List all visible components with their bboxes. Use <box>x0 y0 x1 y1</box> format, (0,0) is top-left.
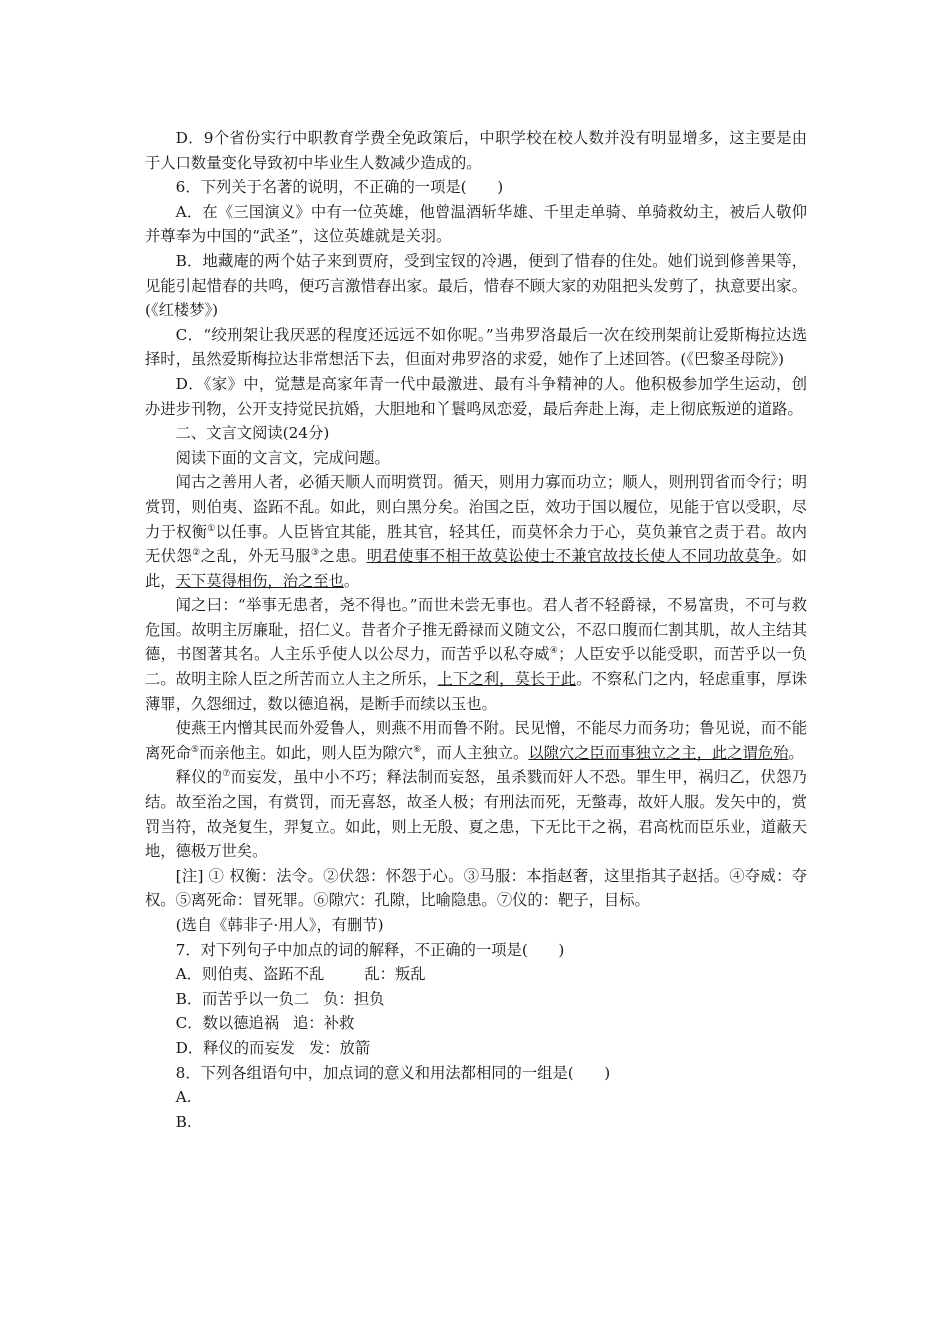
option-definition: 追：补救 <box>293 1014 355 1033</box>
passage-text: 释仪的 <box>175 768 223 787</box>
passage-paragraph-4 <box>145 765 807 863</box>
q6-option-b: B．地藏庵的两个姑子来到贾府，受到宝钗的冷遇，便到了惜春的住处。她们说到修善果等，见能引起惜春的共鸣，便巧言激惜春出家。最后，惜春不顾大家的劝阻把头发剪了，执意要出家。(《红楼梦》) <box>145 251 807 320</box>
passage-source: (选自《韩非子·用人》，有删节) <box>175 916 384 934</box>
option-definition: 负：担负 <box>323 989 385 1008</box>
passage-paragraph-2 <box>145 593 807 716</box>
passage-text: 。 <box>788 743 804 762</box>
passage-text: 以任事。人臣皆宜其能，胜其官，轻其任，而莫怀余力于心，莫负兼官之责于君。故内无伏怨 <box>145 522 807 566</box>
section-heading: 二、文言文阅读(24分) <box>175 424 330 443</box>
q7-option-b <box>145 987 807 1012</box>
q7-option-a <box>145 962 807 987</box>
section-instruction: 阅读下面的文言文，完成问题。 <box>175 448 390 467</box>
q8-option-b: B. <box>175 1112 192 1131</box>
passage-text: 闻古之善用人者，必循天顺人而明赏罚。循天，则用力寡而功立；顺人，则刑罚省而令行；明赏罚，则伯夷、盗跖不乱。如此，则白黑分矣。治国之臣，效功于国以履位，见能于官以受职，尽力于权衡 <box>145 473 807 541</box>
annotation-notes: [注] ① 权衡：法令。②伏怨：怀怨于心。③马服：本指赵奢，这里指其子赵括。④夺威：夺权。⑤离死命：冒死罪。⑥隙穴：孔隙，比喻隐患。⑦仪的：靶子，目标。 <box>145 866 807 910</box>
option-sentence: B．而苦乎以一负二 <box>175 989 310 1008</box>
underlined-sentence: 以隙穴之臣而事独立之主，此之谓危殆 <box>528 743 789 762</box>
option-definition: 乱：叛乱 <box>364 965 426 984</box>
passage-text: ，而人主独立。 <box>421 743 529 762</box>
q6-option-c: C．“绞刑架让我厌恶的程度还远远不如你呢。”当弗罗洛最后一次在绞刑架前让爱斯梅拉达选择时，虽然爱斯梅拉达非常想活下去，但面对弗罗洛的求爱，她作了上述回答。(《巴黎圣母院》) <box>145 325 807 369</box>
q6-option-d: D．《家》中，觉慧是高家年青一代中最激进、最有斗争精神的人。他积极参加学生运动，创办进步刊物，公开支持觉民抗婚，大胆地和丫鬟鸣凤恋爱，最后奔赴上海，走上彻底叛逆的道路。 <box>145 374 807 418</box>
passage-text: 。如此， <box>145 547 807 590</box>
underlined-sentence: 明君使事不相干故莫讼使士不兼官故技长使人不同功故莫争 <box>366 547 776 566</box>
option-sentence: D．释仪的而妄发 <box>175 1038 295 1057</box>
footnote-marker: ⑤ <box>190 744 199 755</box>
passage-text: 之乱，外无马服 <box>200 547 311 566</box>
option-sentence: C．数以德追祸 <box>175 1014 280 1033</box>
footnote-marker: ④ <box>549 646 559 657</box>
q5-option-d: D．9个省份实行中职教育学费全免政策后，中职学校在校人数并没有明显增多，这主要是由于人口数量变化导致初中毕业生人数减少造成的。 <box>145 129 807 172</box>
footnote-marker: ① <box>207 523 216 534</box>
q7-option-d <box>145 1036 807 1061</box>
document-page <box>145 126 807 1134</box>
underlined-sentence: 上下之利，莫长于此 <box>437 670 577 689</box>
option-definition: 发：放箭 <box>308 1038 371 1057</box>
passage-text: 使燕王内憎其民而外爱鲁人，则燕不用而鲁不附。民见憎，不能尽力而务功；鲁见说，而不能离死命 <box>145 719 807 762</box>
q6-stem: 6．下列关于名著的说明，不正确的一项是( ) <box>175 178 504 197</box>
passage-paragraph-1 <box>145 470 807 593</box>
passage-text: 。 <box>343 571 360 590</box>
passage-text: 而妄发，虽中小不巧；释法制而妄怒，虽杀戮而奸人不恐。罪生甲，祸归乙，伏怨乃结。故至治之国，有赏罚，而无喜怒，故圣人极；有刑法而死，无螫毒，故奸人服。发矢中的，赏罚当符，故尧复生，羿复立。如此，则上无殷、夏之患，下无比干之祸，君高枕而臣乐业，道蔽天地，德极万世矣。 <box>145 768 807 861</box>
passage-text: 而亲他主。如此，则人臣为隙穴 <box>198 743 414 762</box>
underlined-sentence: 天下莫得相伤，治之至也 <box>175 571 344 590</box>
passage-text: 之患。 <box>319 547 367 566</box>
q7-stem: 7．对下列句子中加点的词的解释，不正确的一项是( ) <box>175 940 565 959</box>
footnote-marker: ⑥ <box>413 744 422 755</box>
q8-option-a: A. <box>175 1088 192 1107</box>
footnote-marker: ⑦ <box>222 769 231 780</box>
q8-stem: 8．下列各组语句中，加点词的意义和用法都相同的一组是( ) <box>175 1063 611 1082</box>
passage-paragraph-3 <box>145 716 807 765</box>
passage-text: 闻之曰：“举事无患者，尧不得也。”而世未尝无事也。君人者不轻爵禄，不易富贵，不可与救危国。故明主厉廉耻，招仁义。昔者介子推无爵禄而义随文公，不忍口腹而仁割其肌，故人主结其德，书图著其名。人主乐乎使人以公尽力，而苦乎以私夺威 <box>145 596 807 664</box>
q6-option-a: A．在《三国演义》中有一位英雄，他曾温酒斩华雄、千里走单骑、单骑救幼主，被后人敬仰并尊奉为中国的“武圣”，这位英雄就是关羽。 <box>145 202 807 246</box>
footnote-marker: ③ <box>310 548 320 558</box>
passage-text: 。不察私门之内，轻虑重事，厚诛薄罪，久怨细过，数以德追祸，是断手而续以玉也。 <box>145 670 807 713</box>
passage-text: ；人臣安乎以能受职，而苦乎以一负二。故明主除人臣之所苦而立人主之所乐， <box>145 645 807 689</box>
footnote-marker: ② <box>192 548 201 558</box>
option-sentence: A．则伯夷、盗跖不乱 <box>175 965 325 984</box>
q7-option-c <box>145 1011 807 1036</box>
